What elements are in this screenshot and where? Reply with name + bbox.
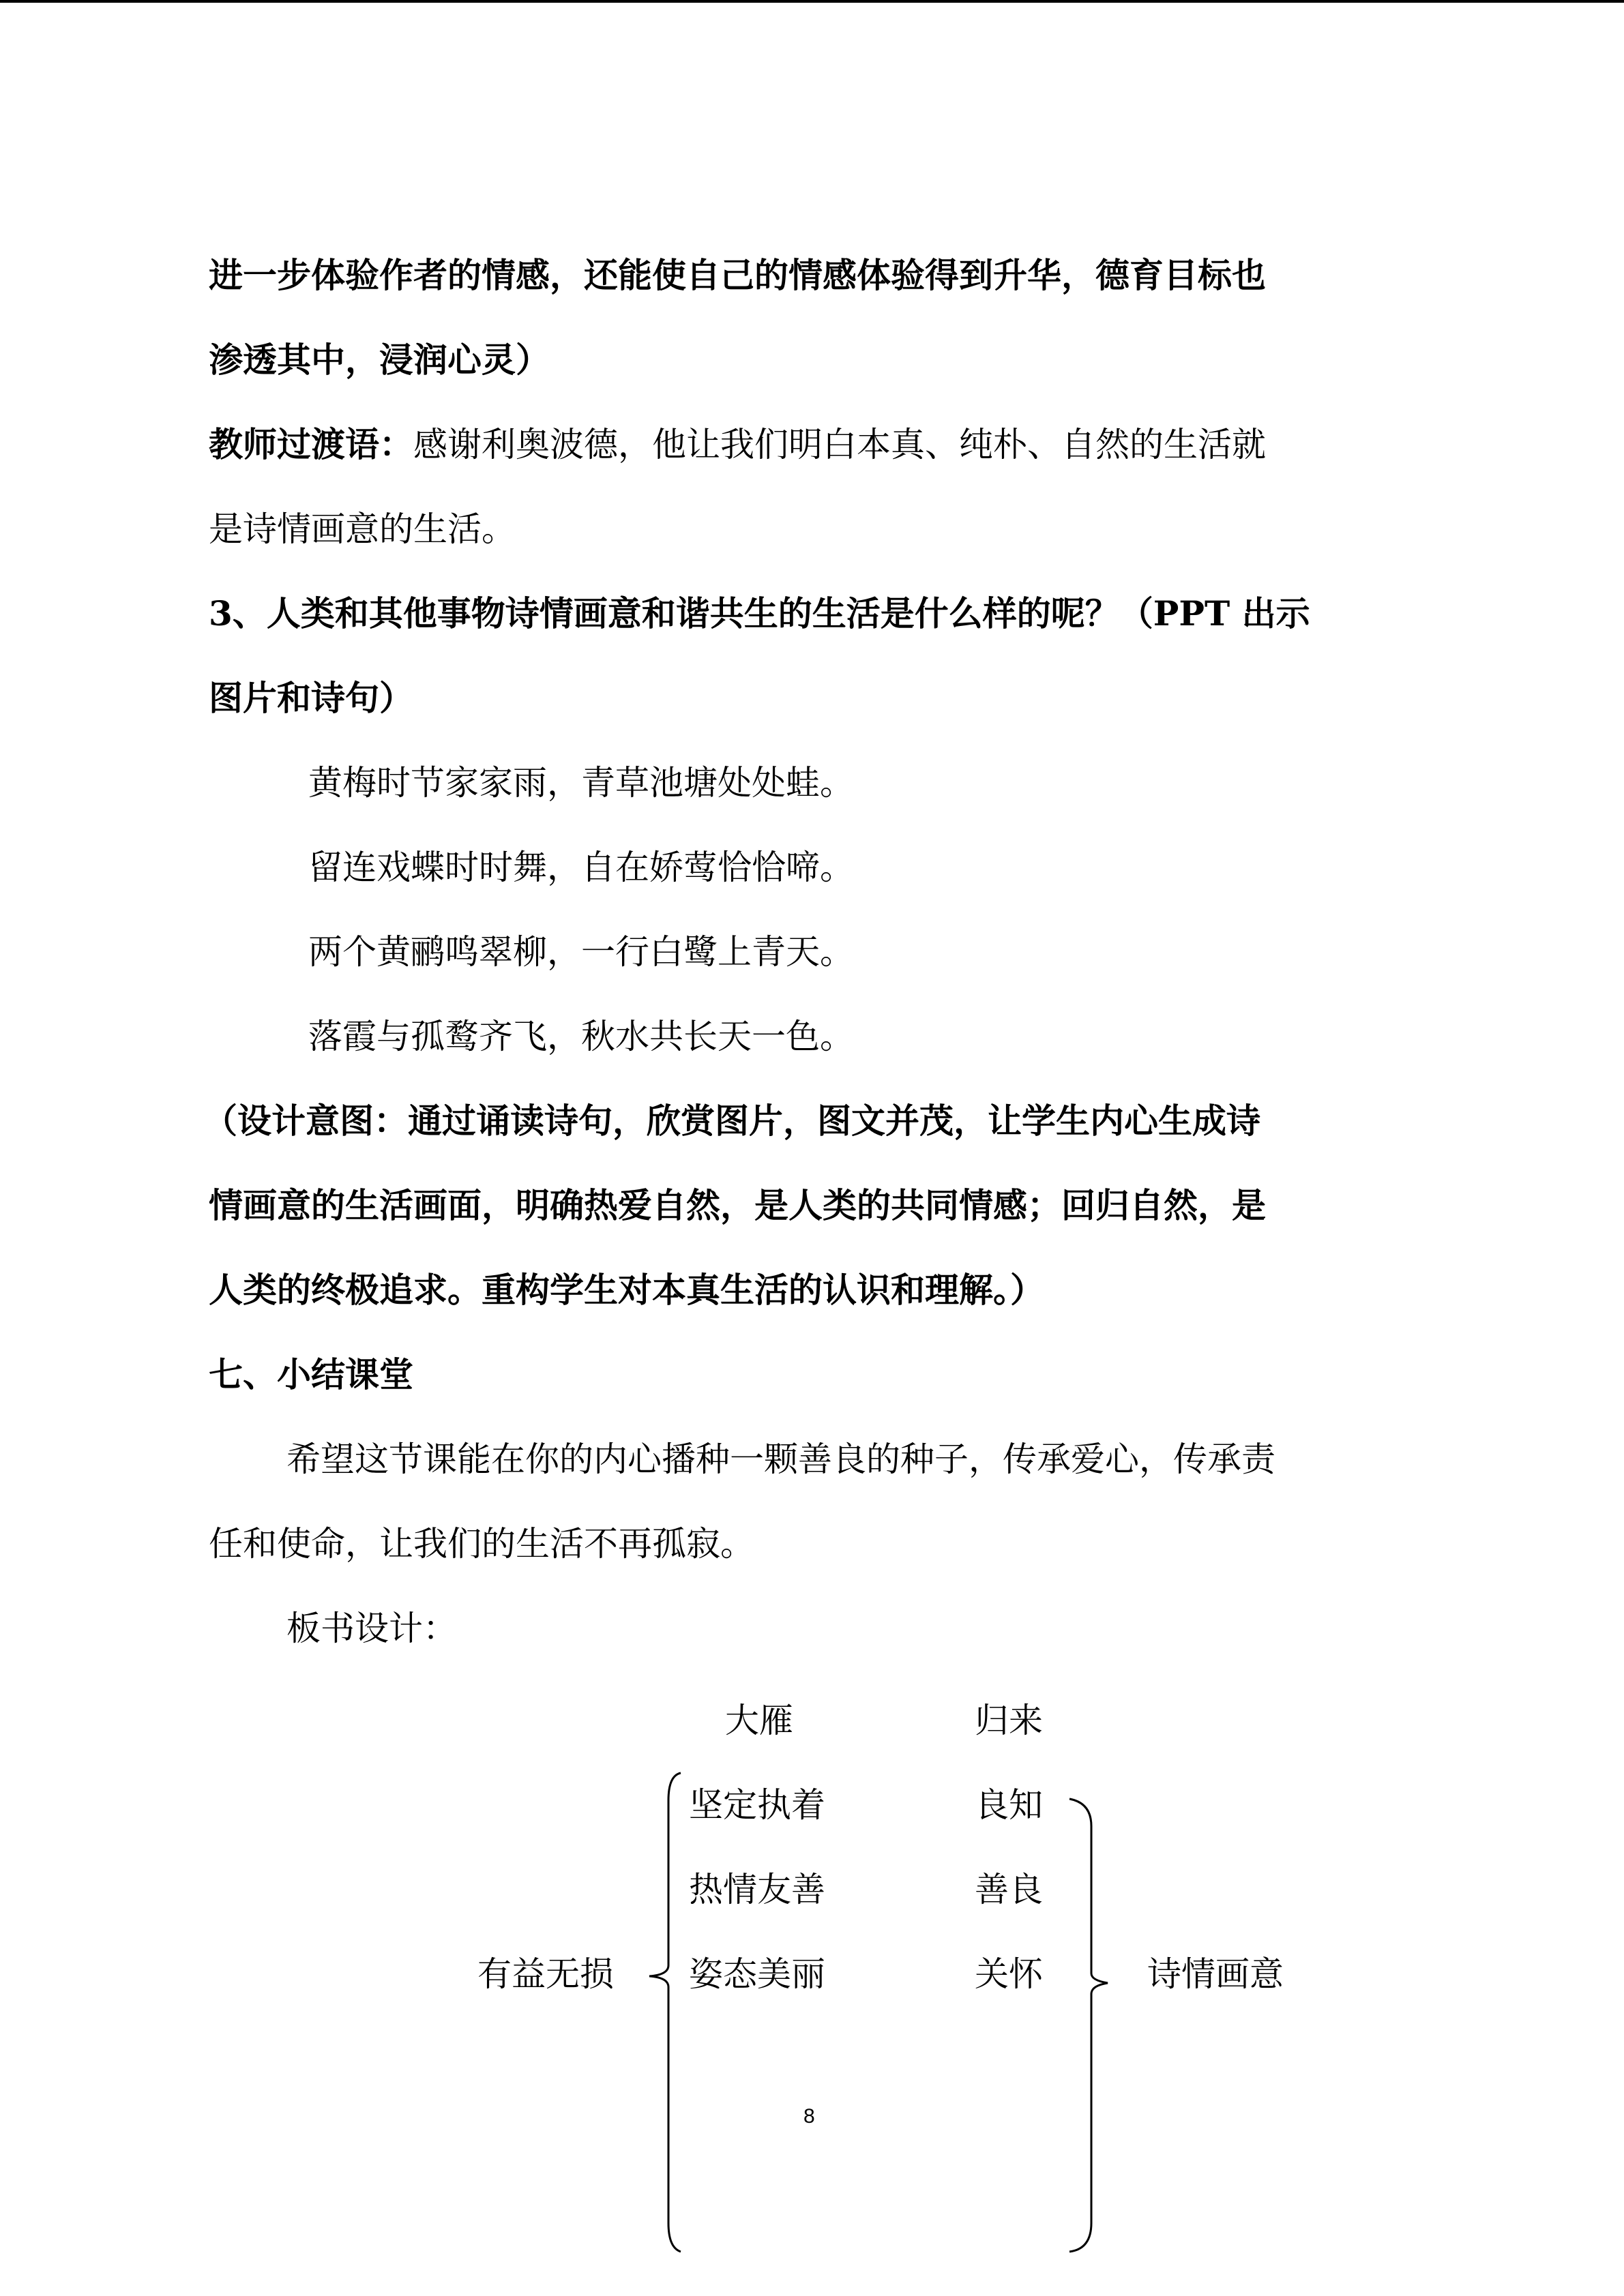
paragraph-line: 渗透其中，浸润心灵） (209, 340, 550, 380)
board-col2-item: 关怀 (975, 1954, 1043, 1994)
board-header-dayan: 大雁 (725, 1701, 793, 1740)
design-intent-line: 人类的终极追求。重构学生对本真生活的认识和理解。） (209, 1270, 1044, 1310)
board-left-label: 有益无损 (477, 1954, 614, 1994)
question-line: 3、人类和其他事物诗情画意和谐共生的生活是什么样的呢？（PPT 出示 (209, 593, 1310, 633)
section-heading: 七、小结课堂 (209, 1354, 413, 1395)
board-header-guilai: 归来 (975, 1701, 1043, 1740)
right-brace (1064, 1792, 1119, 2256)
board-design-label: 板书设计： (286, 1609, 457, 1648)
paragraph-line: 是诗情画意的生活。 (209, 509, 516, 549)
paragraph-line: 进一步体验作者的情感，还能使自己的情感体验得到升华，德育目标也 (209, 255, 1266, 295)
poem-line: 黄梅时节家家雨，青草池塘处处蛙。 (308, 763, 854, 803)
board-col1-item: 坚定执着 (689, 1785, 825, 1825)
left-brace (641, 1770, 689, 2256)
poem-line: 留连戏蝶时时舞，自在娇莺恰恰啼。 (308, 848, 854, 887)
page-number: 8 (803, 2105, 815, 2128)
poem-line: 两个黄鹂鸣翠柳，一行白鹭上青天。 (308, 932, 854, 972)
board-col2-item: 善良 (975, 1870, 1043, 1909)
question-line: 图片和诗句） (209, 678, 413, 718)
board-col2-item: 良知 (975, 1785, 1043, 1825)
board-col1-item: 热情友善 (689, 1870, 825, 1909)
summary-line: 任和使命，让我们的生活不再孤寂。 (209, 1524, 754, 1564)
design-intent-line: （设计意图：通过诵读诗句，欣赏图片，图文并茂，让学生内心生成诗 (203, 1101, 1260, 1141)
design-intent-line: 情画意的生活画面，明确热爱自然，是人类的共同情感；回归自然，是 (209, 1185, 1266, 1225)
board-right-label: 诗情画意 (1147, 1954, 1284, 1994)
board-col1-item: 姿态美丽 (689, 1954, 825, 1994)
teacher-transition-label: 教师过渡语： (209, 424, 413, 464)
top-border-rule (0, 0, 1624, 3)
teacher-transition-line (209, 417, 1266, 472)
teacher-transition-text: 感谢利奥波德，他让我们明白本真、纯朴、自然的生活就 (413, 425, 1266, 464)
poem-line: 落霞与孤鹜齐飞，秋水共长天一色。 (308, 1017, 854, 1056)
summary-line: 希望这节课能在你的内心播种一颗善良的种子，传承爱心，传承责 (286, 1440, 1275, 1479)
